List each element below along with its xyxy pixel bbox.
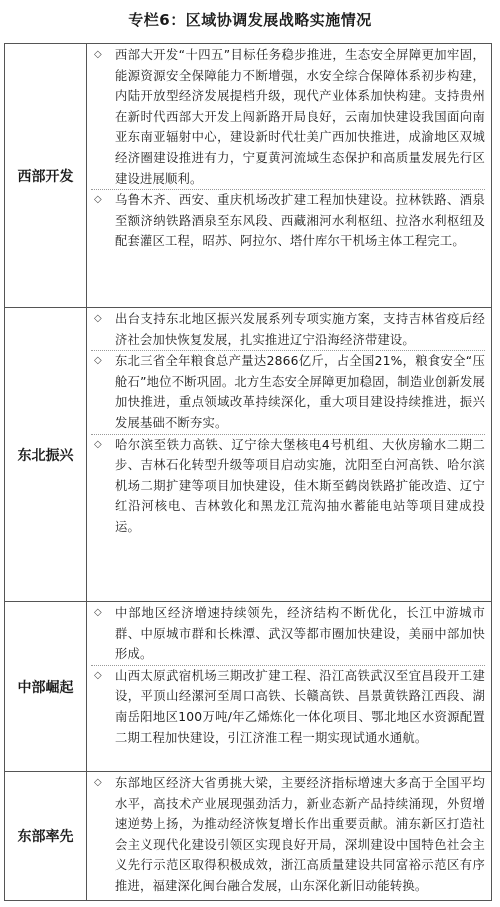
section-content: [87, 44, 491, 307]
section-content: [87, 308, 491, 601]
section-row-central: [5, 601, 491, 771]
section-label: 东北振兴: [5, 308, 87, 601]
diamond-outline-icon: ◇: [94, 438, 102, 450]
list-item: ◇ 西部大开发“十四五”目标任务稳步推进，生态安全屏障更加牢固，能源资源安全保障能力不断增强，水安全综合保障体系初步构建，内陆开放型经济发展提档升级，现代产业体系加快构建。支持贵州在新时代西部大开发上闯新路开局良好，云南加快建设我国面向南亚东南亚辐射中心，建设新时代壮美广西加快推进，成渝地区双城经济圈建设推进有力，宁夏黄河流域生态保护和高质量发展先行区建设进展顺利。: [94, 48, 485, 186]
list-item: ◇ 中部地区经济增速持续领先，经济结构不断优化，长江中游城市群、中原城市群和长株潭、武汉等都市圈加快建设，美丽中部加快形成。: [94, 606, 485, 662]
section-label: 中部崛起: [5, 602, 87, 771]
section-row-east: [5, 771, 491, 900]
list-item: ◇ 哈尔滨至铁力高铁、辽宁徐大堡核电4号机组、大伙房输水二期二步、吉林石化转型升级等项目启动实施，沈阳至白河高铁、哈尔滨机场二期扩建等项目加快建设，佳木斯至鹤岗铁路扩能改造、辽宁红沿河核电、吉林敦化和黑龙江荒沟抽水蓄能电站等项目建成投运。: [91, 434, 485, 538]
column-title: 专栏6：区域协调发展战略实施情况: [128, 11, 372, 29]
section-label: 东部率先: [5, 772, 87, 900]
diamond-outline-icon: ◇: [94, 194, 102, 206]
section-content: [87, 602, 491, 771]
section-row-west: [5, 44, 491, 307]
section-label: 西部开发: [5, 44, 87, 307]
list-item: ◇ 出台支持东北地区振兴发展系列专项实施方案，支持吉林省疫后经济社会加快恢复发展，扎实推进辽宁沿海经济带建设。: [94, 312, 485, 347]
diamond-outline-icon: ◇: [94, 49, 102, 60]
diamond-outline-icon: ◇: [94, 355, 102, 367]
list-item: ◇ 东部地区经济大省勇挑大梁，主要经济指标增速大多高于全国平均水平，高技术产业展现强劲活力，新业态新产品持续涌现，外贸增速逆势上扬，为推动经济恢复增长作出重要贡献。浦东新区打造社会主义现代化建设引领区实现良好开局，深圳建设中国特色社会主义先行示范区取得积极成效，浙江高质量建设共同富裕示范区有序推进，福建深化闽台融合发展，山东深化新旧动能转换。: [94, 776, 485, 893]
strategy-table: [4, 43, 492, 901]
diamond-outline-icon: ◇: [94, 669, 102, 681]
section-content: [87, 772, 491, 900]
list-item: ◇ 山西太原武宿机场三期改扩建工程、沿江高铁武汉至宜昌段开工建设，平顶山经漯河至周口高铁、长赣高铁、昌景黄铁路江西段、湖南岳阳地区100万吨/年乙烯炼化一体化项目、鄂北地区水资源配置二期工程加快建设，引江济淮工程一期实现试通水通航。: [91, 665, 485, 748]
section-row-northeast: [5, 307, 491, 601]
list-item: ◇ 乌鲁木齐、西安、重庆机场改扩建工程加快建设。拉林铁路、酒泉至额济纳铁路酒泉至东风段、西藏湘河水利枢纽、拉洛水利枢纽及配套灌区工程，昭苏、阿拉尔、塔什库尔干机场主体工程完工。: [91, 189, 485, 252]
diamond-outline-icon: ◇: [94, 313, 102, 324]
list-item: ◇ 东北三省全年粮食总产量达2866亿斤，占全国21%，粮食安全“压舱石”地位不断巩固。北方生态安全屏障更加稳固，制造业创新发展加快推进，重点领域改革持续深化，重大项目建设持续推进，振兴发展基础不断夯实。: [91, 350, 485, 433]
diamond-outline-icon: ◇: [94, 777, 102, 788]
diamond-outline-icon: ◇: [94, 607, 102, 618]
